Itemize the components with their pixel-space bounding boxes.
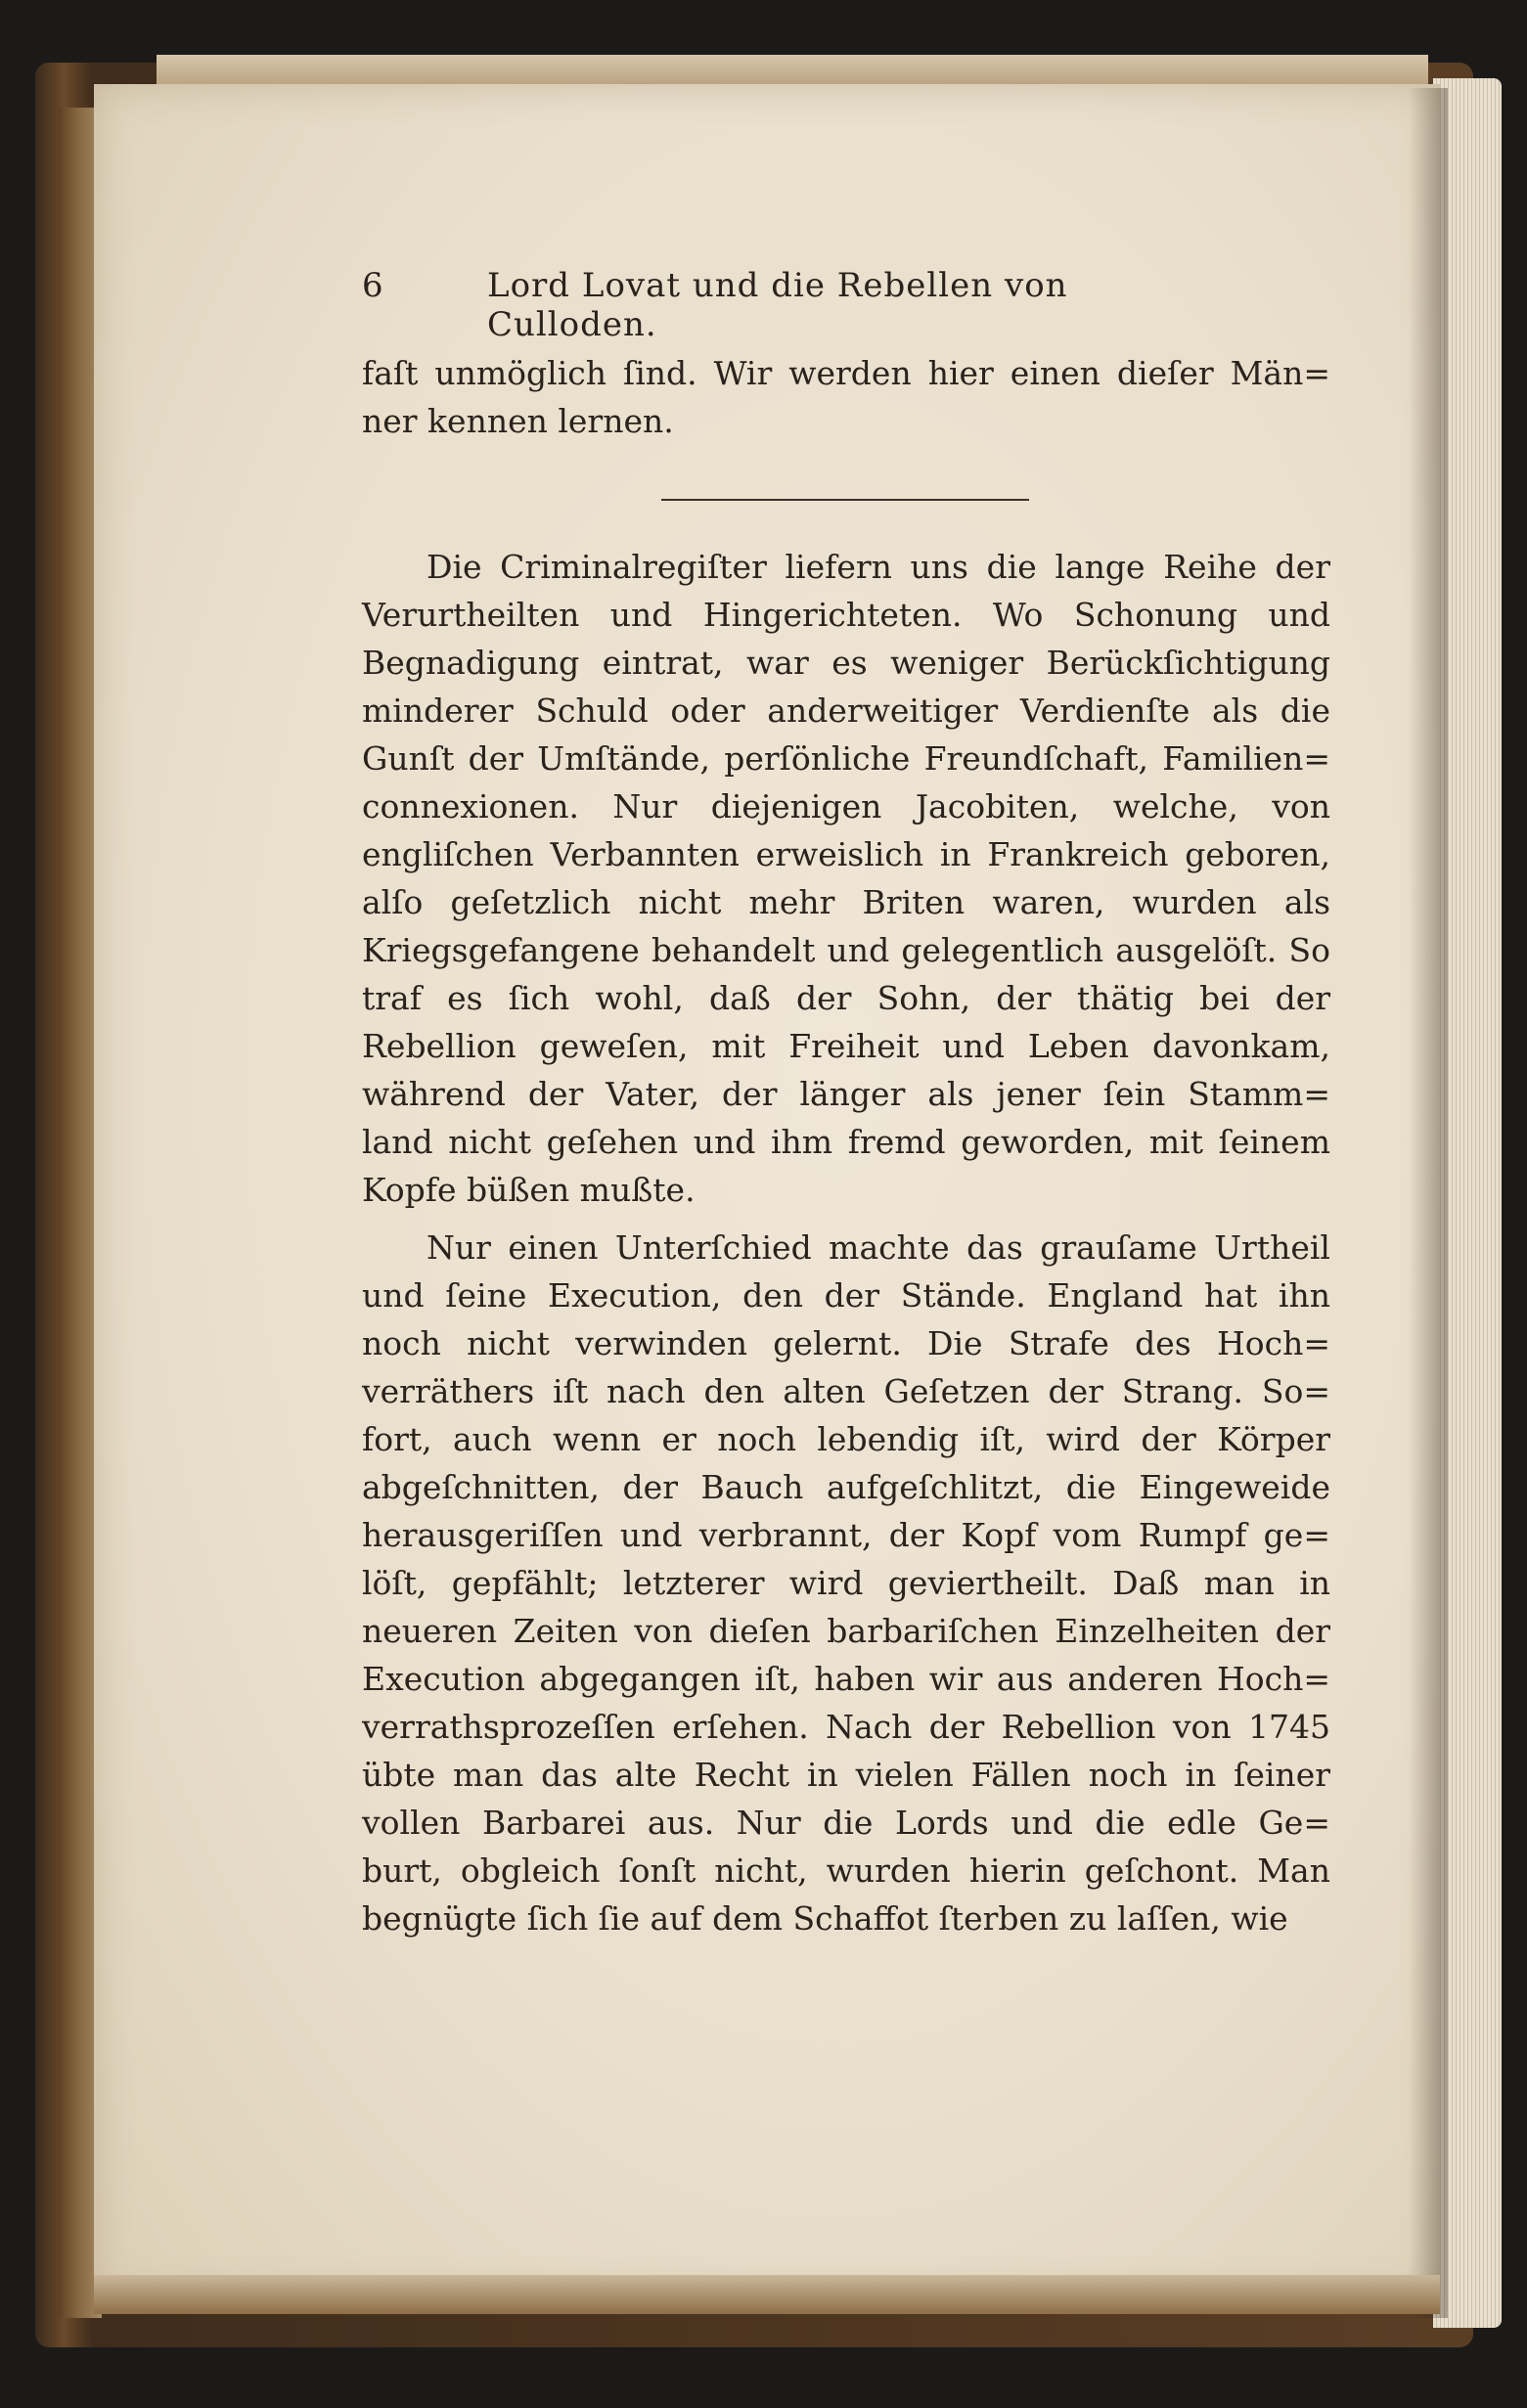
text-line: Gunſt der Umſtände, perſönliche Freundſchaft, Familien= bbox=[362, 739, 1330, 778]
text-line: Rebellion geweſen, mit Freiheit und Leben davonkam, bbox=[362, 1027, 1330, 1065]
text-line: traf es ſich wohl, daß der Sohn, der thätig bei der bbox=[362, 979, 1330, 1017]
text-line: Die Criminalregiſter liefern uns die lange Reihe der bbox=[427, 548, 1330, 586]
text-line: Begnadigung eintrat, war es weniger Berückſichtigung bbox=[362, 644, 1330, 682]
text-line: begnügte ſich ſie auf dem Schaffot ſterben zu laſſen, wie bbox=[362, 1899, 1288, 1938]
text-line: ner kennen lernen. bbox=[362, 402, 674, 440]
page-bottom-edge bbox=[94, 2275, 1440, 2314]
text-line: Kopfe büßen mußte. bbox=[362, 1171, 696, 1209]
spine-shadow bbox=[1409, 88, 1448, 2318]
page-number: 6 bbox=[362, 266, 383, 305]
text-line: land nicht geſehen und ihm fremd geworden, mit ſeinem bbox=[362, 1123, 1330, 1161]
text-line: während der Vater, der länger als jener ſein Stamm= bbox=[362, 1075, 1330, 1113]
text-line: Execution abgegangen iſt, haben wir aus anderen Hoch= bbox=[362, 1660, 1330, 1698]
text-line: vollen Barbarei aus. Nur die Lords und die edle Ge= bbox=[362, 1804, 1330, 1842]
text-line: übte man das alte Recht in vielen Fällen noch in ſeiner bbox=[362, 1756, 1330, 1794]
text-line: abgeſchnitten, der Bauch aufgeſchlitzt, die Eingeweide bbox=[362, 1468, 1330, 1506]
text-line: faſt unmöglich ſind. Wir werden hier einen dieſer Män= bbox=[362, 354, 1330, 392]
text-line: connexionen. Nur diejenigen Jacobiten, welche, von bbox=[362, 787, 1330, 825]
running-title: Lord Lovat und die Rebellen von Culloden. bbox=[487, 266, 1068, 344]
text-line: neueren Zeiten von dieſen barbariſchen Einzelheiten der bbox=[362, 1612, 1330, 1650]
text-line: Nur einen Unterſchied machte das grauſame Urtheil bbox=[427, 1228, 1330, 1267]
text-line: Verurtheilten und Hingerichteten. Wo Schonung und bbox=[362, 596, 1330, 634]
text-line: löſt, gepfählt; letzterer wird geviertheilt. Daß man in bbox=[362, 1564, 1330, 1602]
text-line: verrathsprozeſſen erſehen. Nach der Rebellion von 1745 bbox=[362, 1708, 1330, 1746]
text-line: und ſeine Execution, den der Stände. England hat ihn bbox=[362, 1276, 1330, 1315]
text-line: Kriegsgefangene behandelt und gelegentlich ausgelöſt. So bbox=[362, 931, 1330, 969]
section-divider bbox=[661, 499, 1029, 501]
page-top-edge bbox=[157, 55, 1428, 88]
text-line: verräthers iſt nach den alten Geſetzen der Strang. So= bbox=[362, 1372, 1330, 1410]
running-head bbox=[362, 266, 1213, 344]
text-line: noch nicht verwinden gelernt. Die Strafe des Hoch= bbox=[362, 1324, 1330, 1362]
text-line: alſo geſetzlich nicht mehr Briten waren, wurden als bbox=[362, 883, 1330, 921]
text-line: fort, auch wenn er noch lebendig iſt, wird der Körper bbox=[362, 1420, 1330, 1458]
text-line: herausgeriſſen und verbrannt, der Kopf vom Rumpf ge= bbox=[362, 1516, 1330, 1554]
text-line: minderer Schuld oder anderweitiger Verdienſte als die bbox=[362, 691, 1330, 730]
text-line: engliſchen Verbannten erweislich in Frankreich geboren, bbox=[362, 835, 1330, 873]
text-line: burt, obgleich ſonſt nicht, wurden hierin geſchont. Man bbox=[362, 1851, 1330, 1890]
